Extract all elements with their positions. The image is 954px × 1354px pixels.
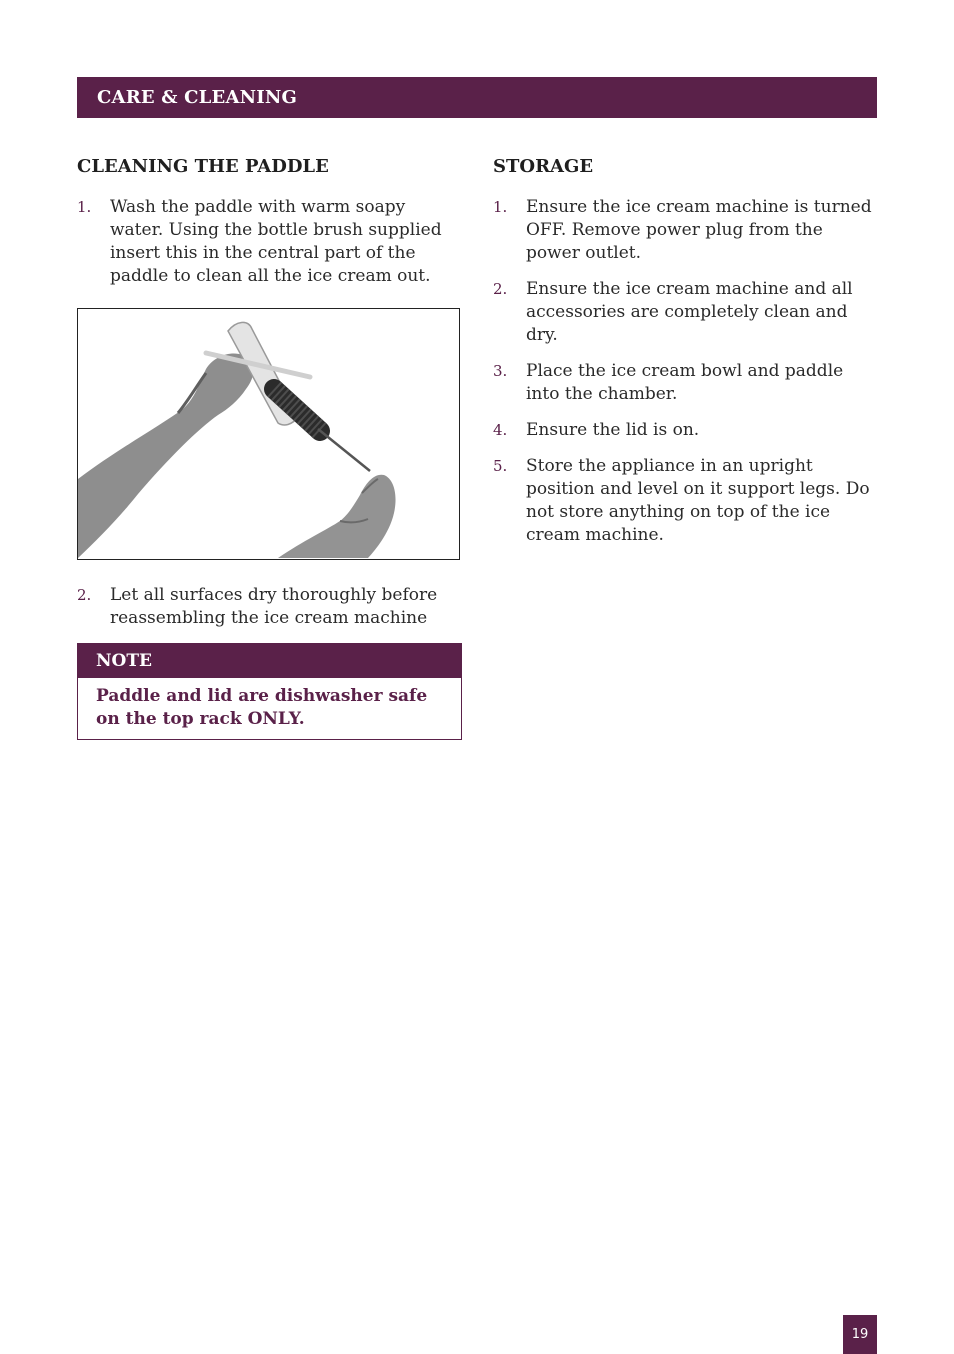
step-number: 2. xyxy=(77,586,92,604)
list-item xyxy=(493,419,877,442)
cleaning-column xyxy=(77,154,462,740)
list-item xyxy=(493,278,877,347)
step-text: Ensure the lid is on. xyxy=(526,420,700,440)
step-number: 1. xyxy=(77,198,92,216)
step-text: Ensure the ice cream machine and all accessories are completely clean and dry. xyxy=(526,279,853,345)
list-item xyxy=(77,584,462,630)
note-label: NOTE xyxy=(78,644,461,678)
step-text: Let all surfaces dry thoroughly before reassembling the ice cream machine xyxy=(110,585,438,628)
page-number xyxy=(843,1315,877,1354)
step-text: Place the ice cream bowl and paddle into the chamber. xyxy=(526,361,844,404)
cleaning-steps xyxy=(77,196,462,288)
section-title: CARE & CLEANING xyxy=(97,87,298,108)
step-number: 2. xyxy=(493,280,508,298)
step-number: 4. xyxy=(493,421,508,439)
page-number-text: 19 xyxy=(851,1327,869,1342)
step-number: 1. xyxy=(493,198,508,216)
section-banner xyxy=(77,77,877,118)
storage-steps xyxy=(493,196,877,547)
cleaning-heading: CLEANING THE PADDLE xyxy=(77,156,329,177)
list-item xyxy=(493,196,877,265)
note-text: Paddle and lid are dishwasher safe on the top rack ONLY. xyxy=(96,686,428,729)
storage-heading: STORAGE xyxy=(493,156,594,177)
list-item xyxy=(77,196,462,288)
step-number: 3. xyxy=(493,362,508,380)
storage-column xyxy=(493,154,877,560)
step-text: Store the appliance in an upright position and level on it support legs. Do not store anything on top of the ice cream machine. xyxy=(526,456,870,545)
step-text: Wash the paddle with warm soapy water. Using the bottle brush supplied insert this in the central part of the paddle to clean all the ice cream out. xyxy=(110,197,442,286)
list-item xyxy=(493,360,877,406)
note-box xyxy=(77,643,462,740)
paddle-brush-illustration-icon xyxy=(77,308,460,560)
list-item xyxy=(493,455,877,547)
cleaning-steps-continued xyxy=(77,584,462,630)
step-number: 5. xyxy=(493,457,508,475)
step-text: Ensure the ice cream machine is turned OFF. Remove power plug from the power outlet. xyxy=(526,197,872,263)
